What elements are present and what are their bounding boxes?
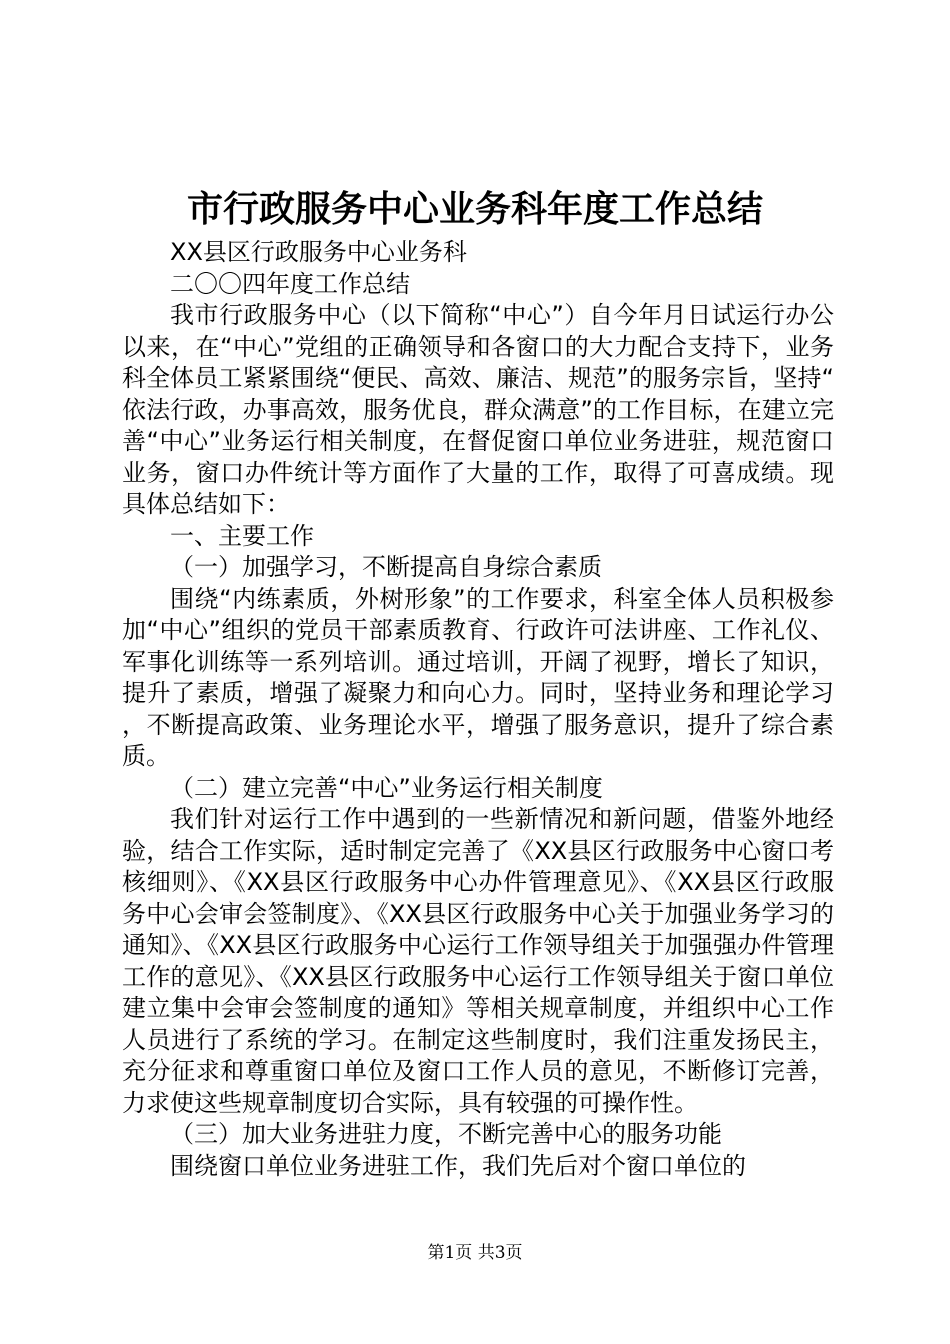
paragraph-intro: 我市行政服务中心（以下简称“中心”）自今年月日试运行办公以来，在“中心”党组的正确领导和各窗口的大力配合支持下，业务科全体员工紧紧围绕“便民、高效、廉洁、规范”的服务宗旨，坚持“依法行政，办事高效，服务优良，群众满意”的工作目标，在建立完善“中心”业务运行相关制度，在督促窗口单位业务进驻，规范窗口业务，窗口办件统计等方面作了大量的工作，取得了可喜成绩。现具体总结如下： <box>122 301 834 518</box>
heading-section-3: （三）加大业务进驻力度，不断完善中心的服务功能 <box>170 1120 722 1148</box>
heading-section-1: （一）加强学习，不断提高自身综合素质 <box>170 553 602 581</box>
paragraph-org-name: XX县区行政服务中心业务科 <box>170 238 467 266</box>
paragraph-section-1: 围绕“内练素质，外树形象”的工作要求，科室全体人员积极参加“中心”组织的党员干部素质教育、行政许可法讲座、工作礼仪、军事化训练等一系列培训。通过培训，开阔了视野，增长了知识，提升了素质，增强了凝聚力和向心力。同时，坚持业务和理论学习，不断提高政策、业务理论水平，增强了服务意识，提升了综合素质。 <box>122 584 834 770</box>
heading-section-2: （二）建立完善“中心”业务运行相关制度 <box>170 773 603 802</box>
paragraph-section-3: 围绕窗口单位业务进驻工作，我们先后对个窗口单位的 <box>170 1151 746 1180</box>
paragraph-section-2: 我们针对运行工作中遇到的一些新情况和新问题，借鉴外地经验，结合工作实际，适时制定完善了《XX县区行政服务中心窗口考核细则》、《XX县区行政服务中心办件管理意见》、《XX县区行政服务中心会审会签制度》、《XX县区行政服务中心关于加强业务学习的通知》、《XX县区行政服务中心运行工作领导组关于加强强办件管理工作的意见》、《XX县区行政服务中心运行工作领导组关于窗口单位建立集中会审会签制度的通知》等相关规章制度，并组织中心工作人员进行了系统的学习。在制定这些制度时，我们注重发扬民主，充分征求和尊重窗口单位及窗口工作人员的意见，不断修订完善，力求使这些规章制度切合实际，具有较强的可操作性。 <box>122 805 834 1117</box>
heading-main-work: 一、主要工作 <box>170 521 314 550</box>
document-title: 市行政服务中心业务科年度工作总结 <box>186 188 763 230</box>
page-footer: 第1页 共3页 <box>427 1243 523 1263</box>
paragraph-subtitle: 二〇〇四年度工作总结 <box>170 269 410 298</box>
document-body <box>122 237 834 1182</box>
